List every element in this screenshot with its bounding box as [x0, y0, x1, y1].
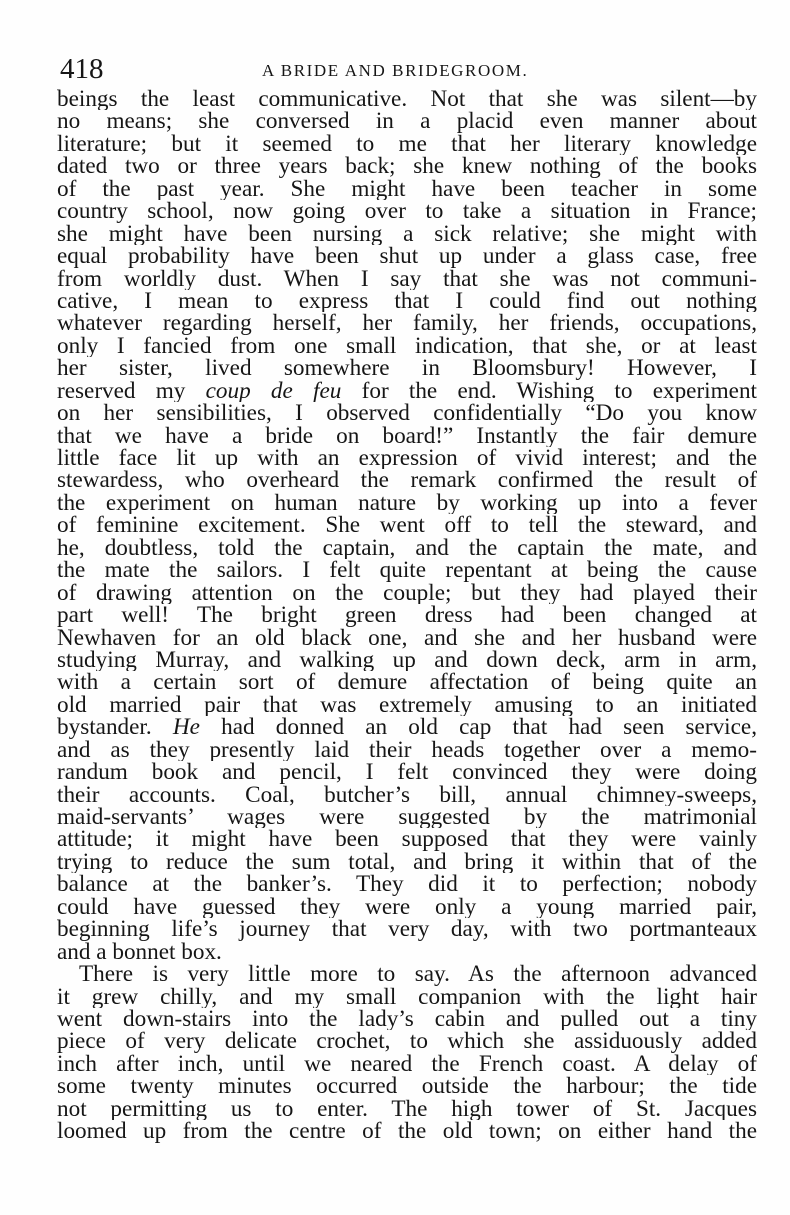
- text-run: for the end. Wishing to experiment: [341, 379, 757, 403]
- text-line: no means; she conversed in a placid even manner about: [57, 110, 757, 133]
- text-line: stewardess, who overheard the remark confirmed the result of: [57, 469, 757, 492]
- text-line: studying Murray, and walking up and down deck, arm in arm,: [57, 648, 757, 672]
- italic-phrase: coup de feu: [205, 379, 342, 403]
- text-line: only I fancied from one small indication, that she, or at least: [57, 334, 757, 358]
- text-line: [57, 380, 757, 402]
- text-line: little face lit up with an expression of vivid interest; and the: [57, 447, 757, 470]
- text-line: maid-servants’ wages were suggested by the matrimonial: [57, 806, 757, 829]
- text-line: on her sensibilities, I observed confidentially “Do you know: [57, 402, 757, 425]
- text-line: loomed up from the centre of the old town; on either hand the: [57, 1120, 757, 1143]
- text-run: had donned an old cap that had seen service,: [199, 716, 757, 739]
- text-line: attitude; it might have been supposed that they were vainly: [57, 828, 757, 851]
- body-text: [57, 88, 757, 1143]
- text-line: beings the least communicative. Not that she was silent—by: [57, 88, 757, 111]
- text-line: literature; but it seemed to me that her literary knowledge: [57, 132, 757, 156]
- text-line: could have guessed they were only a young married pair,: [57, 895, 757, 919]
- text-line: that we have a bride on board!” Instantly the fair demure: [57, 424, 757, 447]
- text-line: the mate the sailors. I felt quite repentant at being the cause: [57, 559, 757, 582]
- text-line: with a certain sort of demure affectation of being quite an: [57, 671, 757, 694]
- text-line: from worldly dust. When I say that she was not communi-: [57, 267, 757, 290]
- text-line: part well! The bright green dress had been changed at: [57, 604, 757, 627]
- text-line: their accounts. Coal, butcher’s bill, annual chimney-sweeps,: [57, 783, 757, 806]
- text-line: piece of very delicate crochet, to which she assiduously added: [57, 1030, 757, 1053]
- text-line: went down-stairs into the lady’s cabin and pulled out a tiny: [57, 1007, 757, 1031]
- text-line: country school, now going over to take a situation in France;: [57, 200, 757, 223]
- text-line: randum book and pencil, I felt convinced they were doing: [57, 761, 757, 784]
- text-line: she might have been nursing a sick relative; she might with: [57, 222, 757, 246]
- text-line: some twenty minutes occurred outside the harbour; the tide: [57, 1075, 757, 1098]
- text-run: reserved my: [57, 379, 206, 403]
- text-line: he, doubtless, told the captain, and the captain the mate, and: [57, 536, 757, 560]
- text-line: dated two or three years back; she knew nothing of the books: [57, 155, 757, 178]
- text-line: not permitting us to enter. The high tower of St. Jacques: [57, 1097, 757, 1121]
- text-line: inch after inch, until we neared the French coast. A delay of: [57, 1052, 757, 1076]
- running-head: [0, 52, 790, 86]
- text-line: it grew chilly, and my small companion with the light hair: [57, 985, 757, 1008]
- page-number: 418: [60, 53, 104, 85]
- text-line: old married pair that was extremely amusing to an initiated: [57, 693, 757, 717]
- text-line: of drawing attention on the couple; but they had played their: [57, 581, 757, 605]
- text-line: [57, 716, 757, 738]
- text-line: balance at the banker’s. They did it to perfection; nobody: [57, 873, 757, 896]
- text-run: bystander.: [57, 716, 173, 739]
- text-line: Newhaven for an old black one, and she and her husband were: [57, 626, 757, 649]
- italic-phrase: He: [172, 716, 200, 739]
- text-line: trying to reduce the sum total, and bring it within that of the: [57, 850, 757, 874]
- text-line: of feminine excitement. She went off to tell the steward, and: [57, 514, 757, 537]
- text-line: of the past year. She might have been teacher in some: [57, 177, 757, 201]
- page-header-title: A BRIDE AND BRIDEGROOM.: [262, 61, 529, 80]
- text-line: and a bonnet box.: [57, 940, 222, 964]
- text-line: equal probability have been shut up under a glass case, free: [57, 245, 757, 268]
- text-line: the experiment on human nature by working up into a fever: [57, 491, 757, 515]
- text-line: whatever regarding herself, her family, her friends, occupations,: [57, 312, 757, 335]
- text-line: beginning life’s journey that very day, with two portmanteaux: [57, 918, 757, 941]
- text-line: her sister, lived somewhere in Bloomsbury! However, I: [57, 357, 757, 380]
- text-line: and as they presently laid their heads together over a memo-: [57, 738, 757, 762]
- text-line: cative, I mean to express that I could find out nothing: [57, 289, 757, 313]
- text-line: There is very little more to say. As the afternoon advanced: [79, 963, 757, 986]
